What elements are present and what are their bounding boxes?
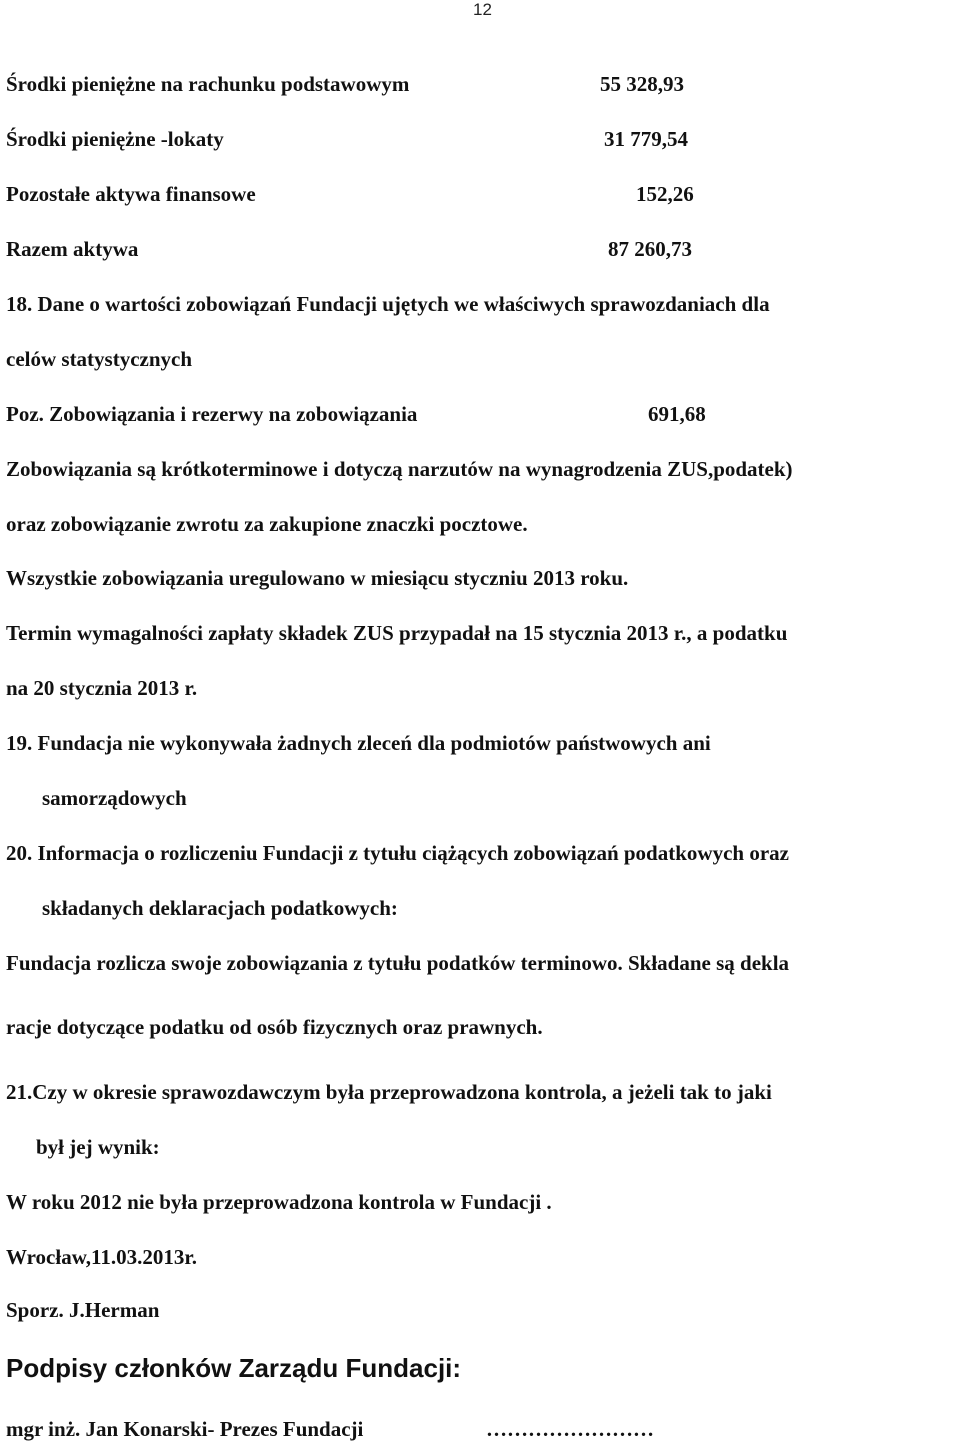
section-21-heading-cont: był jej wynik: bbox=[36, 1135, 160, 1159]
paragraph: racje dotyczące podatku od osób fizycznych oraz prawnych. bbox=[6, 1015, 543, 1039]
asset-total-label: Razem aktywa bbox=[6, 237, 139, 261]
paragraph: W roku 2012 nie była przeprowadzona kontrola w Fundacji . bbox=[6, 1190, 552, 1214]
section-19-heading: 19. Fundacja nie wykonywała żadnych zleceń dla podmiotów państwowych ani bbox=[6, 731, 711, 755]
paragraph: Wszystkie zobowiązania uregulowano w miesiącu styczniu 2013 roku. bbox=[6, 566, 629, 590]
paragraph: Zobowiązania są krótkoterminowe i dotyczą narzutów na wynagrodzenia ZUS,podatek) bbox=[6, 457, 793, 481]
paragraph: Termin wymagalności zapłaty składek ZUS przypadał na 15 stycznia 2013 r., a podatku bbox=[6, 621, 788, 645]
section-21-heading: 21.Czy w okresie sprawozdawczym była przeprowadzona kontrola, a jeżeli tak to jaki bbox=[6, 1080, 772, 1104]
signature-line: …………………… bbox=[486, 1417, 654, 1441]
section-18-heading: 18. Dane o wartości zobowiązań Fundacji ujętych we właściwych sprawozdaniach dla bbox=[6, 292, 770, 316]
asset-value: 152,26 bbox=[636, 182, 694, 206]
place-date: Wrocław,11.03.2013r. bbox=[6, 1245, 197, 1269]
signer-name: mgr inż. Jan Konarski- Prezes Fundacji bbox=[6, 1417, 364, 1441]
section-19-heading-cont: samorządowych bbox=[42, 786, 187, 810]
asset-total-value: 87 260,73 bbox=[608, 237, 692, 261]
section-20-heading: 20. Informacja o rozliczeniu Fundacji z tytułu ciążących zobowiązań podatkowych oraz bbox=[6, 841, 789, 865]
section-20-heading-cont: składanych deklaracjach podatkowych: bbox=[42, 896, 398, 920]
prepared-by: Sporz. J.Herman bbox=[6, 1298, 160, 1322]
paragraph: Fundacja rozlicza swoje zobowiązania z tytułu podatków terminowo. Składane są dekla bbox=[6, 951, 790, 975]
asset-value: 55 328,93 bbox=[600, 72, 684, 96]
section-18-heading-cont: celów statystycznych bbox=[6, 347, 193, 371]
page-number: 12 bbox=[473, 0, 492, 19]
liabilities-value: 691,68 bbox=[648, 402, 706, 426]
asset-value: 31 779,54 bbox=[604, 127, 688, 151]
asset-label: Środki pieniężne -lokaty bbox=[6, 127, 224, 151]
paragraph: na 20 stycznia 2013 r. bbox=[6, 676, 198, 700]
asset-label: Środki pieniężne na rachunku podstawowym bbox=[6, 72, 410, 96]
paragraph: oraz zobowiązanie zwrotu za zakupione znaczki pocztowe. bbox=[6, 512, 528, 536]
asset-label: Pozostałe aktywa finansowe bbox=[6, 182, 256, 206]
signatures-heading: Podpisy członków Zarządu Fundacji: bbox=[6, 1353, 462, 1383]
liabilities-label: Poz. Zobowiązania i rezerwy na zobowiązania bbox=[6, 402, 418, 426]
